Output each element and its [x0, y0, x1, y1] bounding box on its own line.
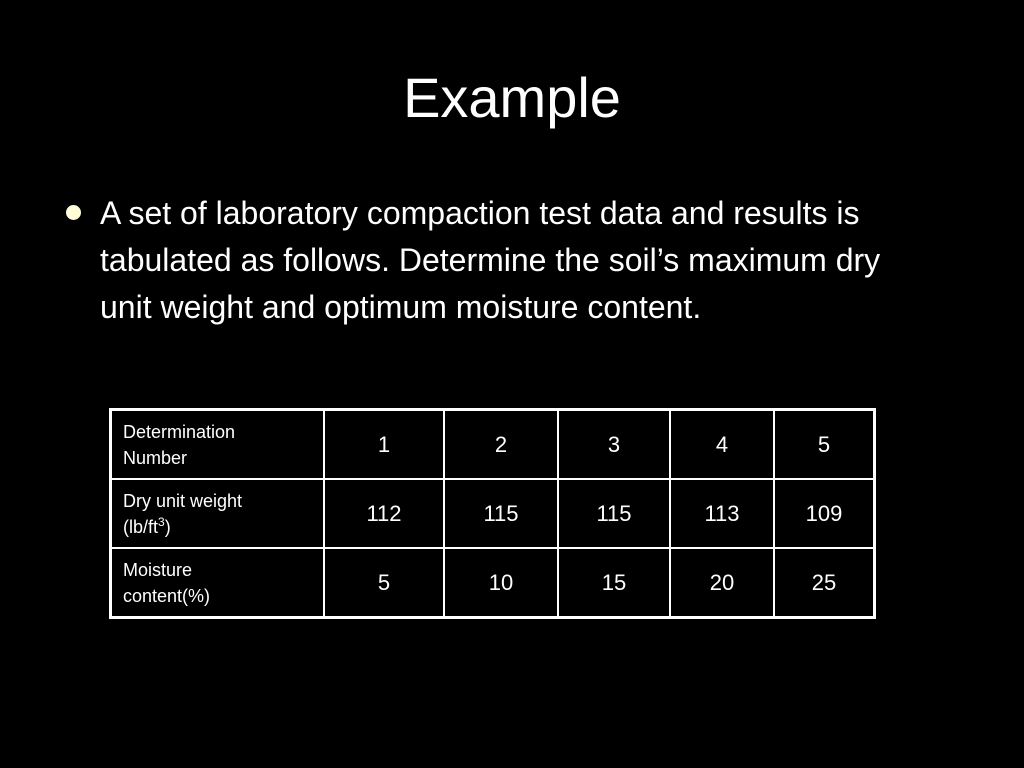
table-cell: 112	[324, 479, 444, 548]
row-header-cell	[111, 548, 325, 618]
table-cell: 115	[444, 479, 558, 548]
table-cell: 109	[774, 479, 875, 548]
table-cell: 4	[670, 410, 774, 480]
row-header-unit-suffix: )	[164, 516, 171, 537]
table-row-determination-number	[111, 410, 875, 480]
table-container	[109, 408, 876, 619]
table-cell: 5	[774, 410, 875, 480]
table-cell: 1	[324, 410, 444, 480]
slide-title: Example	[403, 66, 621, 129]
row-header-line1: Determination	[123, 421, 236, 442]
table-cell: 15	[558, 548, 670, 618]
row-header-line2: Number	[123, 447, 188, 468]
table-cell: 2	[444, 410, 558, 480]
row-header-unit-prefix: (lb/ft	[123, 516, 159, 537]
row-header-line2: content(%)	[123, 585, 211, 606]
bullet-item	[62, 190, 922, 331]
table-row-dry-unit-weight	[111, 479, 875, 548]
table-cell: 5	[324, 548, 444, 618]
table-cell: 113	[670, 479, 774, 548]
bullet-dot-icon	[66, 205, 81, 220]
table-cell: 115	[558, 479, 670, 548]
table-cell: 20	[670, 548, 774, 618]
row-header-line1: Dry unit weight	[123, 490, 243, 511]
row-header-cell	[111, 479, 325, 548]
row-header-cell	[111, 410, 325, 480]
table-cell: 3	[558, 410, 670, 480]
bullet-text: A set of laboratory compaction test data and results is tabulated as follows. Determine the soil’s maximum dry unit weight and optimum moisture content.	[100, 195, 881, 325]
compaction-data-table	[109, 408, 876, 619]
row-header-unit-exponent: 3	[158, 514, 165, 529]
table-cell: 10	[444, 548, 558, 618]
table-cell: 25	[774, 548, 875, 618]
table-row-moisture-content	[111, 548, 875, 618]
row-header-line1: Moisture	[123, 559, 193, 580]
